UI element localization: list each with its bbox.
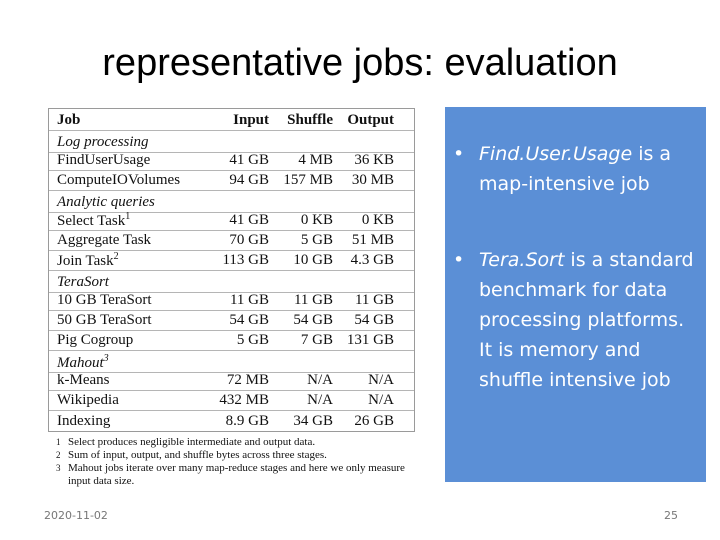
header-shuffle: Shuffle (287, 112, 333, 128)
bullet-panel (445, 107, 706, 482)
job-name: Find.User.Usage (479, 143, 633, 165)
header-output: Output (347, 112, 394, 128)
table-row (49, 311, 414, 331)
cell-output: 30 MB (351, 172, 394, 188)
table-row (49, 231, 414, 251)
cell-job: Indexing (57, 412, 111, 429)
slide-title: representative jobs: evaluation (102, 42, 618, 84)
group-label: Analytic queries (57, 194, 155, 210)
cell-output: N/A (368, 372, 394, 388)
cell-input: 94 GB (229, 172, 269, 188)
page-number: 25 (664, 509, 678, 522)
cell-shuffle: 10 GB (293, 252, 333, 268)
bullet-dot-icon: • (453, 249, 465, 271)
cell-input: 432 MB (219, 392, 269, 408)
cell-output: 26 GB (354, 412, 394, 429)
cell-job: 10 GB TeraSort (57, 292, 152, 308)
table-row (49, 331, 414, 351)
cell-input: 5 GB (236, 332, 269, 348)
cell-input: 70 GB (229, 232, 269, 248)
cell-shuffle: 0 KB (300, 212, 333, 228)
table-row (49, 391, 414, 411)
cell-shuffle: N/A (307, 392, 333, 408)
group-analytic-queries (49, 193, 414, 213)
cell-job: Wikipedia (57, 392, 119, 408)
cell-input: 113 GB (222, 252, 269, 268)
group-log-processing (49, 133, 414, 153)
cell-input: 8.9 GB (225, 412, 269, 429)
bullet-item: • Find.User.Usage is a map-intensive job (453, 139, 703, 199)
cell-job: Pig Cogroup (57, 332, 134, 348)
cell-input: 72 MB (226, 372, 269, 388)
group-mahout (49, 353, 414, 373)
table-header-row (49, 111, 414, 131)
cell-input: 41 GB (229, 212, 269, 228)
group-label: TeraSort (57, 274, 109, 290)
table-row (49, 371, 414, 391)
cell-output: 51 MB (351, 232, 394, 248)
table-row (49, 411, 414, 431)
cell-shuffle: 4 MB (298, 152, 333, 168)
cell-shuffle: N/A (307, 372, 333, 388)
job-name: Tera.Sort (479, 249, 565, 271)
footnote: 3 Mahout jobs iterate over many map-reduce stages and here we only measure input data size. (56, 462, 405, 487)
cell-shuffle: 11 GB (293, 292, 333, 308)
cell-job: k-Means (57, 372, 110, 388)
cell-job: Join Task$^2$ (57, 251, 119, 269)
cell-shuffle: 54 GB (293, 312, 333, 328)
cell-output: 0 KB (361, 212, 394, 228)
group-terasort (49, 273, 414, 293)
table-row (49, 171, 414, 191)
table-footnotes (56, 436, 426, 488)
table-row (49, 291, 414, 311)
cell-output: N/A (368, 392, 394, 408)
cell-shuffle: 5 GB (300, 232, 333, 248)
header-input: Input (233, 112, 269, 128)
cell-shuffle: 157 MB (283, 172, 333, 188)
cell-job: ComputeIOVolumes (57, 172, 181, 188)
header-job: Job (57, 112, 81, 128)
cell-job: Select Task$^1$ (57, 211, 131, 229)
table-row (49, 251, 414, 271)
cell-job: Aggregate Task (57, 232, 152, 248)
cell-input: 54 GB (229, 312, 269, 328)
cell-job: FindUserUsage (57, 152, 151, 168)
cell-output: 11 GB (354, 292, 394, 308)
cell-output: 36 KB (354, 152, 394, 168)
slide-date: 2020-11-02 (44, 509, 108, 522)
bullet-item: • Tera.Sort is a standard benchmark for data processing platforms. It is memory and shuffle intensive job (453, 245, 703, 395)
group-label: Mahout$^3$ (57, 353, 109, 371)
bullet-dot-icon: • (453, 143, 465, 165)
footnote: 2 Sum of input, output, and shuffle bytes across three stages. (56, 449, 327, 461)
cell-output: 131 GB (346, 332, 394, 348)
jobs-table (48, 108, 415, 432)
group-label: Log processing (57, 134, 149, 150)
cell-input: 11 GB (229, 292, 269, 308)
cell-shuffle: 34 GB (293, 412, 333, 429)
footnote: 1 Select produces negligible intermediate and output data. (56, 436, 316, 448)
cell-output: 54 GB (354, 312, 394, 328)
cell-job: 50 GB TeraSort (57, 312, 152, 328)
cell-shuffle: 7 GB (300, 332, 333, 348)
cell-input: 41 GB (229, 152, 269, 168)
table-row (49, 151, 414, 171)
cell-output: 4.3 GB (350, 252, 394, 268)
table-row (49, 211, 414, 231)
